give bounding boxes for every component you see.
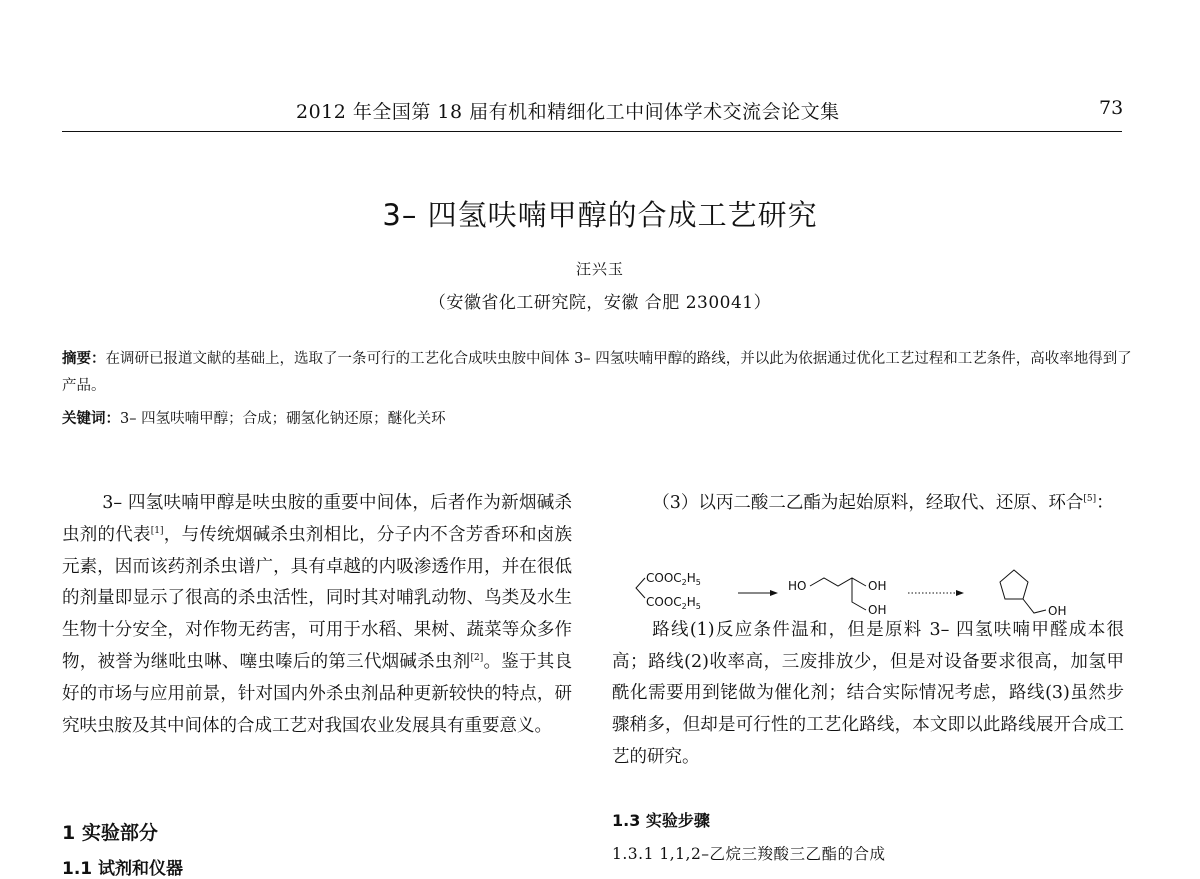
paper-affiliation: （安徽省化工研究院，安徽 合肥 230041） <box>428 293 772 313</box>
triol-structure <box>788 578 886 617</box>
section-heading-1: 1 实验部分 <box>62 822 158 844</box>
route3-text: （3）以丙二酸二乙酯为起始原料，经取代、还原、环合 <box>652 493 1084 513</box>
intro-text-2: ，与传统烟碱杀虫剂相比，分子内不含芳香环和卤族元素，因而该药剂杀虫谱广，具有卓越的内吸渗透作用，并在很低的剂量即显示了很高的杀虫活性，同时其对哺乳动物、鸟类及水生生物十分安全，对作物无药害，可用于水稻、果树、蔬菜等众多作物，被誉为继吡虫啉、噻虫嗪后的第三代烟碱杀虫剂 <box>62 524 573 672</box>
intro-text-1: 3– 四氢呋喃甲醇是呋虫胺的重要中间体，后者作为新烟碱杀虫剂的代表 <box>62 493 572 545</box>
section-heading-1-1: 1.1 试剂和仪器 <box>62 859 184 879</box>
reaction-scheme <box>612 566 1132 646</box>
abstract-label: 摘要： <box>62 351 106 367</box>
paper-author: 汪兴玉 <box>575 260 624 278</box>
citation-ref-1: [1] <box>150 525 164 536</box>
keywords <box>62 409 1132 429</box>
running-header-title: 2012 年全国第 18 届有机和精细化工中间体学术交流会论文集 <box>296 101 840 123</box>
ester-label-b: $COOC_2H_5$ <box>646 595 701 611</box>
left-column <box>62 488 572 742</box>
citation-ref-5: [5] <box>1083 494 1097 505</box>
triol-ho-label: HO <box>788 579 807 593</box>
route3-colon: ： <box>1096 493 1114 513</box>
abstract-text: 在调研已报道文献的基础上，选取了一条可行的工艺化合成呋虫胺中间体 3– 四氢呋喃甲醇的路线，并以此为依据通过优化工艺过程和工艺条件，高收率地得到了产品。 <box>62 351 1132 394</box>
triol-oh-label-2: OH <box>868 603 887 617</box>
header-divider <box>62 131 1122 132</box>
reaction-arrow-2 <box>908 590 964 596</box>
keywords-text: 3– 四氢呋喃甲醇；合成；硼氢化钠还原；醚化关环 <box>120 411 446 427</box>
triol-oh-label-1: OH <box>868 579 887 593</box>
triol-chain <box>810 578 866 586</box>
abstract <box>62 346 1132 400</box>
thf-ring <box>1000 570 1028 599</box>
thf-oh-label: OH <box>1048 604 1067 618</box>
reaction-arrow-1 <box>738 590 778 596</box>
reaction-scheme-svg <box>612 566 1132 646</box>
discussion-paragraph: 路线(1)反应条件温和，但是原料 3– 四氢呋喃甲醛成本很高；路线(2)收率高，三废排放少，但是对设备要求很高，加氢甲酰化需要用到铑做为催化剂；结合实际情况考虑，路线(3)虽然步骤稍多，但却是可行性的工艺化路线，本文即以此路线展开合成工艺的研究。 <box>612 619 1124 767</box>
page-number: 73 <box>1099 97 1124 119</box>
malonate-bonds <box>636 578 645 598</box>
triol-branch <box>852 578 866 610</box>
diethyl-malonate-structure <box>636 571 701 611</box>
ester-label-a: $COOC_2H_5$ <box>646 571 701 587</box>
intro-paragraph <box>62 488 572 742</box>
paper-title: 3– 四氢呋喃甲醇的合成工艺研究 <box>382 198 818 232</box>
intro-text-3: 。鉴于其良好的市场与应用前景，针对国内外杀虫剂品种更新较快的特点，研究呋虫胺及其中间体的合成工艺对我国农业发展具有重要意义。 <box>62 651 573 736</box>
citation-ref-2: [2] <box>470 653 484 664</box>
thf-side-chain <box>1023 599 1046 613</box>
keywords-label: 关键词： <box>62 411 120 427</box>
route3-paragraph <box>612 488 1124 520</box>
section-heading-1-3: 1.3 实验步骤 <box>612 811 710 830</box>
thf-methanol-structure <box>1000 570 1066 618</box>
section-heading-1-3-1: 1.3.1 1,1,2–乙烷三羧酸三乙酯的合成 <box>612 845 886 863</box>
